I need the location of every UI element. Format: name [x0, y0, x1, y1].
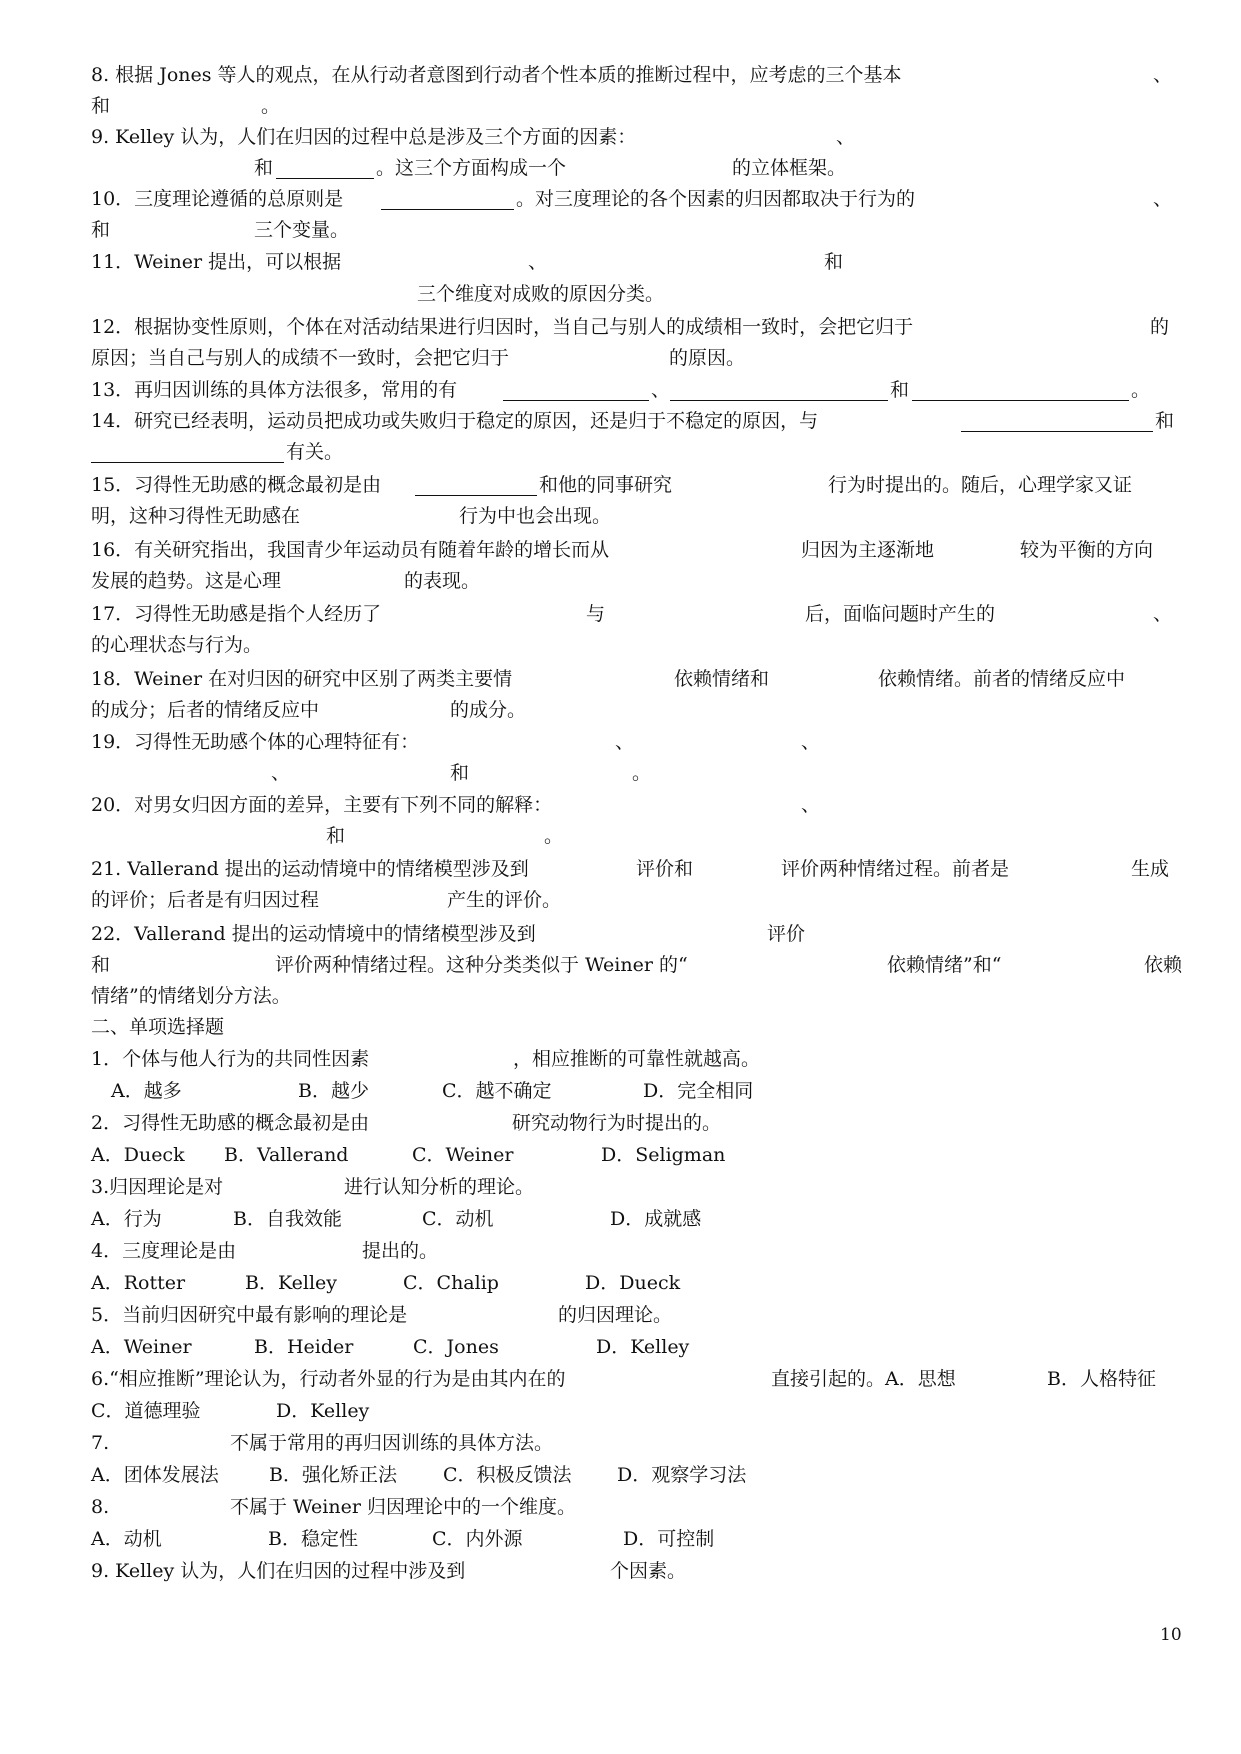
- text-segment: 三个变量。: [254, 219, 350, 241]
- text-segment: 的归因理论。: [558, 1304, 673, 1326]
- text-segment: 5．当前归因研究中最有影响的理论是: [91, 1304, 408, 1326]
- text-segment: 15．习得性无助感的概念最初是由: [91, 474, 382, 496]
- text-segment: 进行认知分析的理论。: [344, 1176, 535, 1198]
- option-d[interactable]: D．观察学习法: [617, 1464, 747, 1486]
- text-segment: 的原因。: [669, 347, 746, 369]
- option-b[interactable]: B．越少: [298, 1080, 369, 1102]
- text-segment: 研究动物行为时提出的。: [512, 1112, 722, 1134]
- text-segment: 和: [91, 95, 111, 117]
- text-segment: 三个维度对成败的原因分类。: [417, 283, 665, 305]
- option-c[interactable]: C．内外源: [432, 1528, 523, 1550]
- text-segment: 。: [544, 825, 564, 847]
- text-line: [91, 91, 1183, 121]
- option-c[interactable]: C．道德理验: [91, 1400, 201, 1422]
- text-line: [91, 535, 1183, 565]
- text-segment: 明，这种习得性无助感在: [91, 505, 301, 527]
- text-segment: 评价两种情绪过程。这种分类类似于 Weiner 的“: [275, 954, 688, 976]
- option-a[interactable]: A．Rotter: [91, 1272, 186, 1294]
- option-row: [91, 1524, 1183, 1554]
- text-segment: 评价和: [636, 858, 694, 880]
- text-segment: 、: [1153, 188, 1173, 210]
- text-segment: 13．再归因训练的具体方法很多，常用的有: [91, 379, 458, 401]
- option-d[interactable]: D．Seligman: [601, 1144, 726, 1166]
- answer-blank[interactable]: [670, 400, 888, 401]
- text-line: [91, 821, 1183, 851]
- option-row: [91, 1396, 1183, 1426]
- text-segment: 和: [1155, 410, 1175, 432]
- text-line: [91, 343, 1183, 373]
- text-segment: 14．研究已经表明，运动员把成功或失败归于稳定的原因，还是归于不稳定的原因，与: [91, 410, 819, 432]
- text-segment: 9. Kelley 认为，人们在归因的过程中涉及到: [91, 1560, 466, 1582]
- text-line: [91, 1556, 1183, 1586]
- text-line: [91, 630, 1183, 660]
- option-d[interactable]: D．完全相同: [643, 1080, 754, 1102]
- text-line: [91, 981, 1183, 1011]
- text-segment: 二、单项选择题: [91, 1016, 225, 1038]
- answer-blank[interactable]: [912, 400, 1129, 401]
- text-line: [91, 470, 1183, 500]
- text-segment: 不属于 Weiner 归因理论中的一个维度。: [230, 1496, 576, 1518]
- text-line: [91, 437, 1183, 467]
- text-line: [91, 375, 1183, 405]
- text-segment: 和: [254, 157, 274, 179]
- option-row: [91, 1268, 1183, 1298]
- text-line: [91, 279, 1183, 309]
- text-line: [91, 854, 1183, 884]
- text-segment: 11．Weiner 提出，可以根据: [91, 251, 342, 273]
- text-segment: 10．三度理论遵循的总原则是: [91, 188, 344, 210]
- text-segment: 和: [450, 762, 470, 784]
- text-segment: 的成分。: [450, 699, 527, 721]
- text-line: [91, 885, 1183, 915]
- option-a[interactable]: A．行为: [91, 1208, 162, 1230]
- text-segment: 、: [615, 731, 635, 753]
- text-segment: 的立体框架。: [732, 157, 847, 179]
- text-segment: 18．Weiner 在对归因的研究中区别了两类主要情: [91, 668, 513, 690]
- text-segment: 8. 根据 Jones 等人的观点，在从行动者意图到行动者个性本质的推断过程中，应考虑的三个基本: [91, 64, 902, 86]
- text-segment: 依赖情绪”和“: [887, 954, 1002, 976]
- text-line: [91, 599, 1183, 629]
- option-c[interactable]: C．积极反馈法: [443, 1464, 572, 1486]
- text-segment: 、: [271, 762, 291, 784]
- text-line: [91, 60, 1183, 90]
- option-c[interactable]: C．动机: [422, 1208, 494, 1230]
- answer-blank[interactable]: [381, 209, 514, 210]
- option-d[interactable]: D．Kelley: [596, 1336, 690, 1358]
- text-segment: 和: [890, 379, 910, 401]
- text-line: [91, 727, 1183, 757]
- option-b[interactable]: B．Vallerand: [224, 1144, 349, 1166]
- page-number: 10: [1160, 1625, 1182, 1645]
- answer-blank[interactable]: [415, 495, 537, 496]
- option-a[interactable]: A．Dueck: [91, 1144, 185, 1166]
- text-segment: 情绪”的情绪划分方法。: [91, 985, 291, 1007]
- text-segment: 。: [261, 95, 281, 117]
- option-row: [91, 1140, 1183, 1170]
- answer-blank[interactable]: [91, 462, 284, 463]
- text-segment: 2．习得性无助感的概念最初是由: [91, 1112, 370, 1134]
- text-segment: 3.归因理论是对: [91, 1176, 224, 1198]
- option-c[interactable]: C．Jones: [413, 1336, 499, 1358]
- text-line: [91, 790, 1183, 820]
- text-line: [91, 406, 1183, 436]
- option-b[interactable]: B．稳定性: [268, 1528, 358, 1550]
- text-line: [91, 695, 1183, 725]
- option-row: [91, 1076, 1183, 1106]
- text-line: [91, 312, 1183, 342]
- text-segment: 4．三度理论是由: [91, 1240, 237, 1262]
- text-segment: 20．对男女归因方面的差异，主要有下列不同的解释：: [91, 794, 553, 816]
- text-segment: 。这三个方面构成一个: [376, 157, 567, 179]
- text-segment: 22．Vallerand 提出的运动情境中的情绪模型涉及到: [91, 923, 536, 945]
- text-segment: 17．习得性无助感是指个人经历了: [91, 603, 382, 625]
- text-segment: 、: [651, 379, 671, 401]
- text-segment: 、: [801, 794, 821, 816]
- text-segment: 归因为主逐渐地: [801, 539, 935, 561]
- option-a[interactable]: A．Weiner: [91, 1336, 192, 1358]
- option-d[interactable]: D．Dueck: [585, 1272, 681, 1294]
- text-segment: 和: [824, 251, 844, 273]
- text-segment: 、: [836, 126, 856, 148]
- text-segment: 和: [91, 219, 111, 241]
- text-segment: 的评价；后者是有归因过程: [91, 889, 320, 911]
- option-b[interactable]: B．Kelley: [245, 1272, 338, 1294]
- option-a[interactable]: A．团体发展法: [91, 1464, 219, 1486]
- option-c[interactable]: C．Weiner: [412, 1144, 514, 1166]
- text-line: [91, 664, 1183, 694]
- text-line: [91, 1044, 1183, 1074]
- text-segment: 不属于常用的再归因训练的具体方法。: [230, 1432, 554, 1454]
- option-b[interactable]: B．Heider: [254, 1336, 354, 1358]
- option-c[interactable]: C．越不确定: [442, 1080, 552, 1102]
- text-line: [91, 247, 1183, 277]
- option-row: [91, 1204, 1183, 1234]
- text-segment: 1．个体与他人行为的共同性因素: [91, 1048, 370, 1070]
- option-row: [91, 1332, 1183, 1362]
- text-segment: 发展的趋势。这是心理: [91, 570, 282, 592]
- answer-blank[interactable]: [276, 178, 374, 179]
- text-segment: 6.“相应推断”理论认为，行动者外显的行为是由其内在的: [91, 1368, 566, 1390]
- text-segment: 依赖: [1144, 954, 1183, 976]
- option-b[interactable]: B．自我效能: [233, 1208, 342, 1230]
- text-segment: ，相应推断的可靠性就越高。: [513, 1048, 761, 1070]
- section-heading: [91, 1012, 1183, 1042]
- text-segment: 的: [1150, 316, 1170, 338]
- text-segment: 、: [1153, 603, 1173, 625]
- text-segment: 9. Kelley 认为，人们在归因的过程中总是涉及三个方面的因素：: [91, 126, 637, 148]
- option-row: [91, 1460, 1183, 1490]
- text-line: [91, 184, 1183, 214]
- text-segment: 、: [801, 731, 821, 753]
- text-line: [91, 919, 1183, 949]
- text-segment: 行为时提出的。随后，心理学家又证: [828, 474, 1133, 496]
- text-line: [91, 1364, 1183, 1394]
- text-line: [91, 1172, 1183, 1202]
- text-segment: 后，面临问题时产生的: [805, 603, 996, 625]
- text-segment: 、: [528, 251, 548, 273]
- text-segment: 依赖情绪。前者的情绪反应中: [878, 668, 1126, 690]
- text-segment: 。对三度理论的各个因素的归因都取决于行为的: [516, 188, 916, 210]
- text-segment: 。: [632, 762, 652, 784]
- text-segment: 较为平衡的方向: [1020, 539, 1154, 561]
- text-line: [91, 215, 1183, 245]
- text-segment: 依赖情绪和: [674, 668, 770, 690]
- text-segment: 个因素。: [610, 1560, 687, 1582]
- text-segment: 19．习得性无助感个体的心理特征有：: [91, 731, 420, 753]
- option-d[interactable]: D．Kelley: [276, 1400, 370, 1422]
- text-segment: 、: [1153, 64, 1173, 86]
- text-segment: 直接引起的。A．思想: [771, 1368, 956, 1390]
- text-segment: 有关。: [286, 441, 344, 463]
- text-line: [91, 1300, 1183, 1330]
- text-segment: 原因；当自己与别人的成绩不一致时，会把它归于: [91, 347, 510, 369]
- text-segment: 产生的评价。: [447, 889, 562, 911]
- text-segment: 的表现。: [404, 570, 481, 592]
- text-segment: 和: [91, 954, 111, 976]
- text-segment: 生成: [1131, 858, 1170, 880]
- option-d[interactable]: D．可控制: [623, 1528, 715, 1550]
- text-line: [91, 122, 1183, 152]
- answer-blank[interactable]: [961, 431, 1153, 432]
- text-line: [91, 1236, 1183, 1266]
- option-d[interactable]: D．成就感: [610, 1208, 702, 1230]
- text-segment: 提出的。: [362, 1240, 439, 1262]
- text-segment: 的心理状态与行为。: [91, 634, 263, 656]
- text-line: [91, 950, 1183, 980]
- text-segment: 评价两种情绪过程。前者是: [781, 858, 1010, 880]
- text-segment: 7.: [91, 1432, 110, 1454]
- text-line: [91, 566, 1183, 596]
- option-a[interactable]: A．越多: [111, 1080, 182, 1102]
- text-segment: 21. Vallerand 提出的运动情境中的情绪模型涉及到: [91, 858, 529, 880]
- text-segment: 的成分；后者的情绪反应中: [91, 699, 320, 721]
- text-segment: 评价: [767, 923, 806, 945]
- text-line: [91, 1428, 1183, 1458]
- text-line: [91, 758, 1183, 788]
- text-line: [91, 1108, 1183, 1138]
- option-a[interactable]: A．动机: [91, 1528, 162, 1550]
- text-line: [91, 153, 1183, 183]
- option-c[interactable]: C．Chalip: [403, 1272, 499, 1294]
- text-segment: B．人格特征: [1047, 1368, 1156, 1390]
- text-segment: 与: [586, 603, 606, 625]
- text-line: [91, 1492, 1183, 1522]
- text-line: [91, 501, 1183, 531]
- text-segment: 12．根据协变性原则，个体在对活动结果进行归因时，当自己与别人的成绩相一致时，会把它归于: [91, 316, 914, 338]
- text-segment: 行为中也会出现。: [459, 505, 612, 527]
- text-segment: 16．有关研究指出，我国青少年运动员有随着年龄的增长而从: [91, 539, 610, 561]
- text-segment: 8.: [91, 1496, 110, 1518]
- text-segment: 和: [326, 825, 346, 847]
- answer-blank[interactable]: [503, 400, 649, 401]
- text-segment: 和他的同事研究: [539, 474, 673, 496]
- text-segment: 。: [1131, 379, 1151, 401]
- option-b[interactable]: B．强化矫正法: [269, 1464, 397, 1486]
